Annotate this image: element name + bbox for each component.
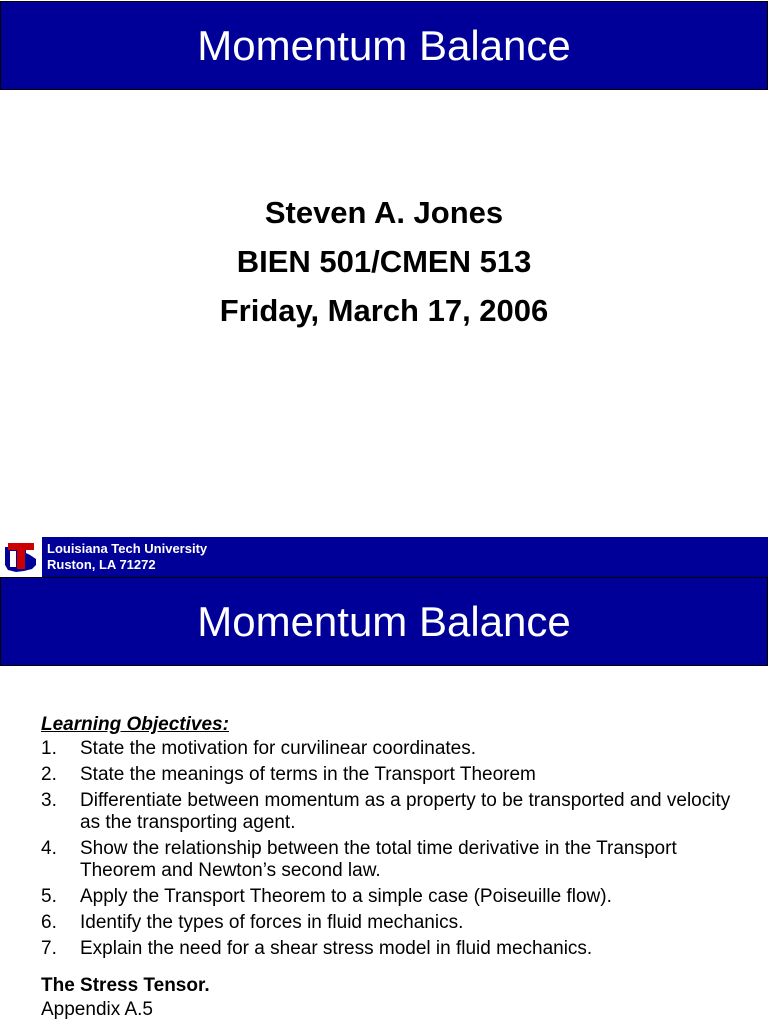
- objective-text: Identify the types of forces in fluid mechanics.: [80, 912, 464, 933]
- objective-number: 5.: [41, 886, 57, 907]
- objective-item: [41, 938, 751, 960]
- author-name: Steven A. Jones: [264, 195, 504, 230]
- presentation-date: Friday, March 17, 2006: [219, 293, 549, 328]
- footer-text: [42, 541, 207, 573]
- objective-text: Apply the Transport Theorem to a simple case (Poiseuille flow).: [80, 886, 612, 907]
- objective-item: [41, 886, 751, 908]
- objective-item: [41, 838, 751, 882]
- objective-number: 7.: [41, 938, 57, 959]
- objective-item: [41, 764, 751, 786]
- stress-tensor-heading: The Stress Tensor.: [41, 975, 210, 996]
- slide1-title-bar: [0, 1, 768, 90]
- institution-address: Ruston, LA 71272: [47, 557, 156, 572]
- objective-text: Show the relationship between the total time derivative in the Transport Theorem and Newton’s second law.: [80, 838, 677, 881]
- objective-text: Differentiate between momentum as a property to be transported and velocity as the transporting agent.: [80, 790, 731, 833]
- objectives-list: [41, 738, 751, 960]
- appendix-reference: Appendix A.5: [41, 999, 153, 1020]
- institution-name: Louisiana Tech University: [47, 541, 208, 556]
- slide2-title: Momentum Balance: [197, 597, 571, 645]
- louisiana-tech-logo-icon: [0, 537, 42, 577]
- objective-number: 3.: [41, 790, 57, 811]
- objective-number: 2.: [41, 764, 57, 785]
- university-footer: [0, 537, 768, 577]
- objective-item: [41, 790, 751, 834]
- title-slide-info: [0, 188, 768, 335]
- objective-text: State the meanings of terms in the Transport Theorem: [80, 764, 536, 785]
- course-code: BIEN 501/CMEN 513: [236, 244, 532, 279]
- slide2-content: [41, 712, 751, 1022]
- objective-item: [41, 738, 751, 760]
- slide2-title-bar: [0, 577, 768, 666]
- objective-number: 1.: [41, 738, 57, 759]
- objective-text: Explain the need for a shear stress model in fluid mechanics.: [80, 938, 593, 959]
- objective-text: State the motivation for curvilinear coordinates.: [80, 738, 477, 759]
- objective-number: 4.: [41, 838, 57, 859]
- objective-item: [41, 912, 751, 934]
- objective-number: 6.: [41, 912, 57, 933]
- objectives-heading: Learning Objectives:: [41, 714, 229, 735]
- slide1-title: Momentum Balance: [197, 21, 571, 69]
